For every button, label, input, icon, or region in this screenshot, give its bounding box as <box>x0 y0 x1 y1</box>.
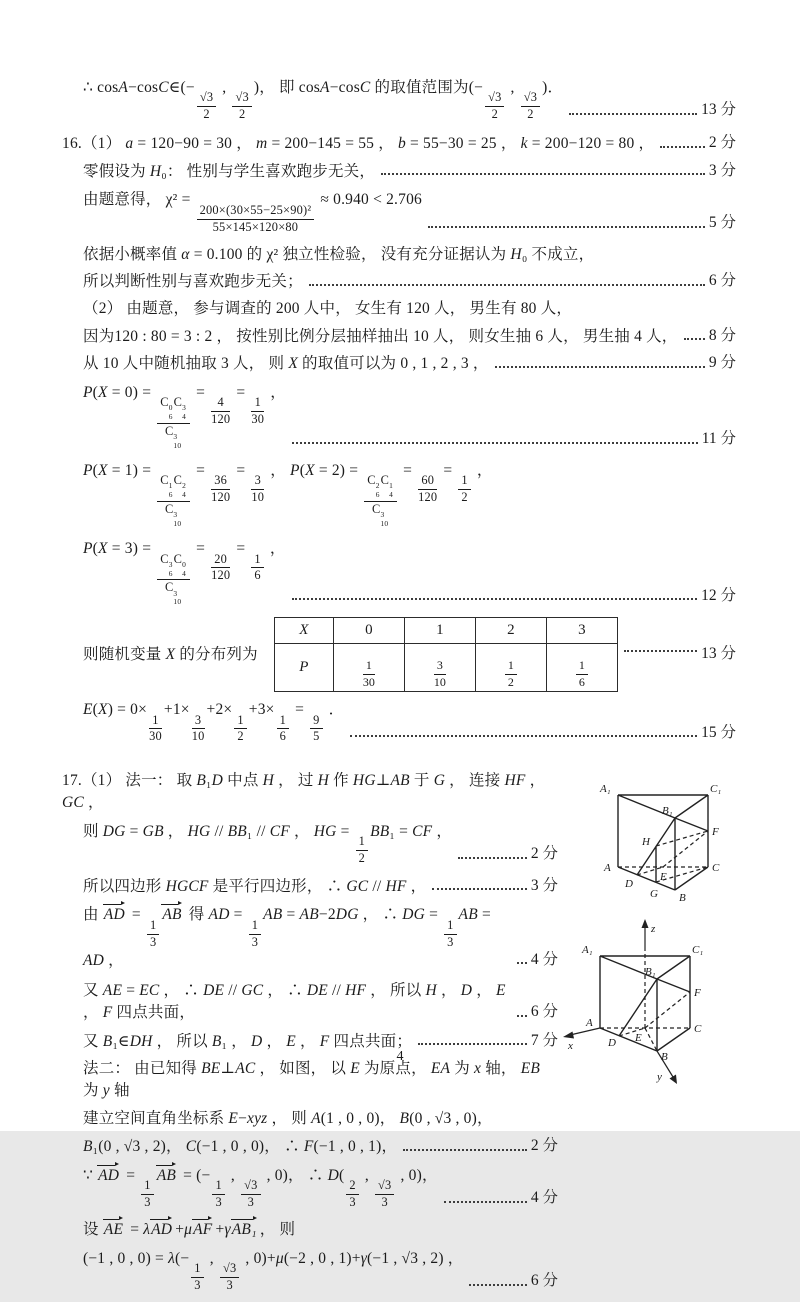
line-text: E(X) = 0× $\frac{1}{30}$ +1× $\frac{3}{10}$ +2× $\frac{1}{2}$ +3× $\frac{1}{6}$ = $\frac{9}{5}$ ． <box>83 701 345 744</box>
vertex-label-C: C <box>712 862 720 875</box>
line-text: 依据小概率值 α = 0.100 的 χ² 独立性检验， 没有充分证据认为 H₀ 不成立， <box>83 245 595 263</box>
solution-line <box>62 821 558 866</box>
solution-line <box>62 770 558 813</box>
page-number: 4 <box>396 1049 404 1064</box>
vertex-label-E: E <box>660 871 667 884</box>
line-text: ∵ AD = $\frac{1}{3}$ AB = (− $\frac{1}{3}$ , $\frac{√3}{3}$ , 0)， ∴ D( $\frac{2}{3}$ , $\frac{√3}{3}$ , 0)， <box>83 1167 438 1210</box>
prism-figure-2 <box>558 914 730 1092</box>
question-16-solution <box>62 132 736 744</box>
solution-line <box>62 270 736 293</box>
line-text: 则随机变量 X 的分布列为 <box>83 645 258 663</box>
dotted-leader <box>432 888 527 890</box>
table-cell: 1 <box>404 618 475 644</box>
score-label: 6 分 <box>530 1002 558 1020</box>
line-text: （2） 由题意， 参与调查的 200 人中， 女生有 120 人， 男生有 80 人， <box>83 299 573 317</box>
line-text: 所以四边形 HGCF 是平行四边形， ∴ GC // HF ， <box>83 877 427 895</box>
vertex-label-B: B <box>679 892 686 905</box>
score-label: 4 分 <box>530 1189 558 1207</box>
dotted-leader <box>458 857 527 859</box>
dotted-leader <box>624 650 697 652</box>
line-text: P(X = 3) = C 3 6 C 0 4 C 3 10 = $\frac{20}{120}$ = $\frac{1}{6}$ ， <box>83 540 286 607</box>
score-label: 6 分 <box>530 1272 558 1290</box>
score-label: 12 分 <box>701 586 736 604</box>
solution-line <box>62 1248 558 1293</box>
solution-line <box>62 189 736 234</box>
prism-figure-1 <box>598 770 730 908</box>
line-text: 因为120 : 80 = 3 : 2 ， 按性别比例分层抽样抽出 10 人， 则女生抽 6 人， 男生抽 4 人， <box>83 327 678 345</box>
solution-line <box>62 1135 558 1158</box>
dotted-leader <box>428 226 705 228</box>
axis-x <box>570 1028 600 1035</box>
table-cell: 0 <box>333 618 404 644</box>
line-text: 16.（1） a = 120−90 = 30 ， m = 200−145 = 55 ， b = 55−30 = 25 ， k = 200−120 = 80 ， <box>62 135 655 153</box>
table-cell: X <box>274 618 333 644</box>
table-cell: 3 <box>546 618 617 644</box>
table-cell: $\frac{1}{30}$ <box>333 644 404 692</box>
score-label: 13 分 <box>701 645 736 663</box>
solution-line <box>62 1219 558 1241</box>
vertex-label-C1: C₁ <box>692 944 704 957</box>
dotted-leader <box>569 113 697 115</box>
vertex-label-E: E <box>635 1032 642 1045</box>
axis-x-arrow <box>563 1032 574 1039</box>
table-cell: 2 <box>475 618 546 644</box>
solution-line <box>62 325 736 348</box>
vertex-label-A1: A₁ <box>600 783 611 796</box>
solution-line <box>62 160 736 183</box>
solution-line <box>62 904 558 971</box>
vertex-label-C: C <box>694 1023 702 1036</box>
line-text: 由 AD = $\frac{1}{3}$ AB 得 AD = $\frac{1}{3}$ AB = AB−2DG ， ∴ DG = $\frac{1}{3}$ AB = AD ， <box>83 906 491 969</box>
score-label: 8 分 <box>708 326 736 344</box>
solution-line <box>62 244 736 266</box>
score-label: 2 分 <box>530 845 558 863</box>
dotted-leader <box>292 598 698 600</box>
score-label: 4 分 <box>530 950 558 968</box>
score-label: 9 分 <box>708 354 736 372</box>
dotted-leader <box>403 1149 527 1151</box>
dotted-leader <box>350 735 697 737</box>
vertex-label-C1: C₁ <box>710 783 722 796</box>
dotted-leader <box>495 366 705 368</box>
axis-z-arrow <box>642 919 649 928</box>
vertex-label-A1: A₁ <box>582 944 593 957</box>
line-text: (−1 , 0 , 0) = λ(− $\frac{1}{3}$ , $\frac{√3}{3}$ , 0)+μ(−2 , 0 , 1)+γ(−1 , √3 , 2) ， <box>83 1249 464 1293</box>
solution-line <box>62 298 736 320</box>
dotted-leader <box>292 442 698 444</box>
line-text: 又 B₁∈DH ， 所以 B₁ ， D ， E ， F 四点共面； <box>83 1032 413 1050</box>
table-cell: $\frac{3}{10}$ <box>404 644 475 692</box>
line-text: 设 AE = λAD +μAF +γAB₁ ， 则 <box>83 1221 296 1239</box>
figure-column <box>558 770 736 1302</box>
vertex-label-B1: B₁ <box>645 966 656 979</box>
line-text: 建立空间直角坐标系 E−xyz ， 则 A(1 , 0 , 0)， B(0 , √3 , 0)， <box>83 1109 493 1127</box>
vertex-label-F: F <box>712 826 719 839</box>
score-label: 3 分 <box>708 161 736 179</box>
score-label: 15 分 <box>701 723 736 741</box>
axis-label-z: z <box>651 923 656 936</box>
solution-line <box>62 1108 558 1130</box>
axis-y-arrow <box>670 1075 678 1085</box>
vertex-label-F: F <box>694 987 701 1000</box>
vertex-label-G: G <box>650 888 658 901</box>
vertex-label-B1: B₁ <box>662 805 673 818</box>
solution-line <box>62 617 736 692</box>
vertex-label-D: D <box>625 878 633 891</box>
line-text: ∴ cosA−cosC∈(− $\frac{√3}{2}$ , $\frac{√3}{2}$ )， 即 cosA−cosC 的取值范围为(− $\frac{√3}{2}$ , $\frac{√3}{2}$ )． <box>83 79 564 122</box>
dotted-leader <box>660 146 705 148</box>
axis-label-y: y <box>657 1071 662 1084</box>
score-label: 2 分 <box>530 1137 558 1155</box>
table-cell: $\frac{1}{6}$ <box>546 644 617 692</box>
score-label: 5 分 <box>708 213 736 231</box>
vertex-label-A: A <box>586 1017 593 1030</box>
solution-line <box>62 538 736 607</box>
line-text: B₁(0 , √3 , 2)， C(−1 , 0 , 0)， ∴ F(−1 , 0 , 1)， <box>83 1138 398 1156</box>
solution-line <box>62 77 736 122</box>
dotted-leader <box>517 962 527 964</box>
line-text: P(X = 1) = C 1 6 C 2 4 C 3 10 = $\frac{36}{120}$ = $\frac{3}{10}$ ， P(X = 2) = C 2 6 C 1 4 C 3 10 = $\frac{60}{120}$ = $\frac{1}{2}$ ， <box>83 462 493 529</box>
vertex-label-A: A <box>604 862 611 875</box>
dotted-leader <box>684 338 705 340</box>
axis-label-x: x <box>568 1040 573 1053</box>
score-label: 2 分 <box>708 134 736 152</box>
line-text: 法二： 由已知得 BE⊥AC ， 如图， 以 E 为原点， EA 为 x 轴， EB 为 y 轴 <box>83 1060 541 1099</box>
line-text: 所以判断性别与喜欢跑步无关； <box>83 273 303 291</box>
solution-line <box>62 980 558 1023</box>
solution-line <box>62 875 558 898</box>
line-text: 从 10 人中随机抽取 3 人， 则 X 的取值可以为 0 , 1 , 2 , 3 ， <box>83 355 489 373</box>
line-text: P(X = 0) = C 0 6 C 3 4 C 3 10 = $\frac{4}{120}$ = $\frac{1}{30}$ ， <box>83 383 286 451</box>
score-label: 7 分 <box>530 1031 558 1049</box>
line-text: 又 AE = EC ， ∴ DE // GC ， ∴ DE // HF ， 所以 H ， D ， E ， F 四点共面， <box>83 982 506 1021</box>
solution-line <box>62 1165 558 1210</box>
dotted-leader <box>309 284 705 286</box>
solution-line <box>62 460 736 529</box>
dotted-leader <box>444 1201 527 1203</box>
distribution-table <box>274 617 618 692</box>
vertex-label-D: D <box>608 1037 616 1050</box>
line-text: 由题意得， χ² = $\frac{\text{200×(30×55−25×90)²}}{55\times 145\times 120\times 80}$ ≈ 0.940 < 2.706 <box>83 191 422 234</box>
score-label: 11 分 <box>701 430 736 448</box>
line-text: 则 DG = GB ， HG // BB₁ // CF ， HG = $\frac{1}{2}$ BB₁ = CF ， <box>83 822 453 865</box>
dotted-leader <box>418 1043 527 1045</box>
solution-line <box>62 352 736 375</box>
question-17-solution <box>62 770 736 1302</box>
page-content <box>62 70 736 1302</box>
question-17-lines <box>62 770 558 1302</box>
line-text: 17.（1） 法一： 取 B₁D 中点 H ， 过 H 作 HG⊥AB 于 G ， 连接 HF ， GC ， <box>62 772 546 812</box>
solution-line <box>62 382 736 451</box>
table-cell: P <box>274 644 333 692</box>
line-text: 零假设为 H₀： 性别与学生喜欢跑步无关， <box>83 162 376 180</box>
solution-line <box>62 699 736 744</box>
vertex-label-B: B <box>661 1051 668 1064</box>
vertex-label-H: H <box>642 836 650 849</box>
dotted-leader <box>517 1015 527 1017</box>
dotted-leader <box>469 1284 526 1286</box>
score-label: 6 分 <box>708 272 736 290</box>
solution-line <box>62 132 736 155</box>
score-label: 3 分 <box>530 876 558 894</box>
dotted-leader <box>381 173 705 175</box>
table-cell: $\frac{1}{2}$ <box>475 644 546 692</box>
question-15-answer-tail <box>62 77 736 122</box>
score-label: 13 分 <box>701 101 736 119</box>
